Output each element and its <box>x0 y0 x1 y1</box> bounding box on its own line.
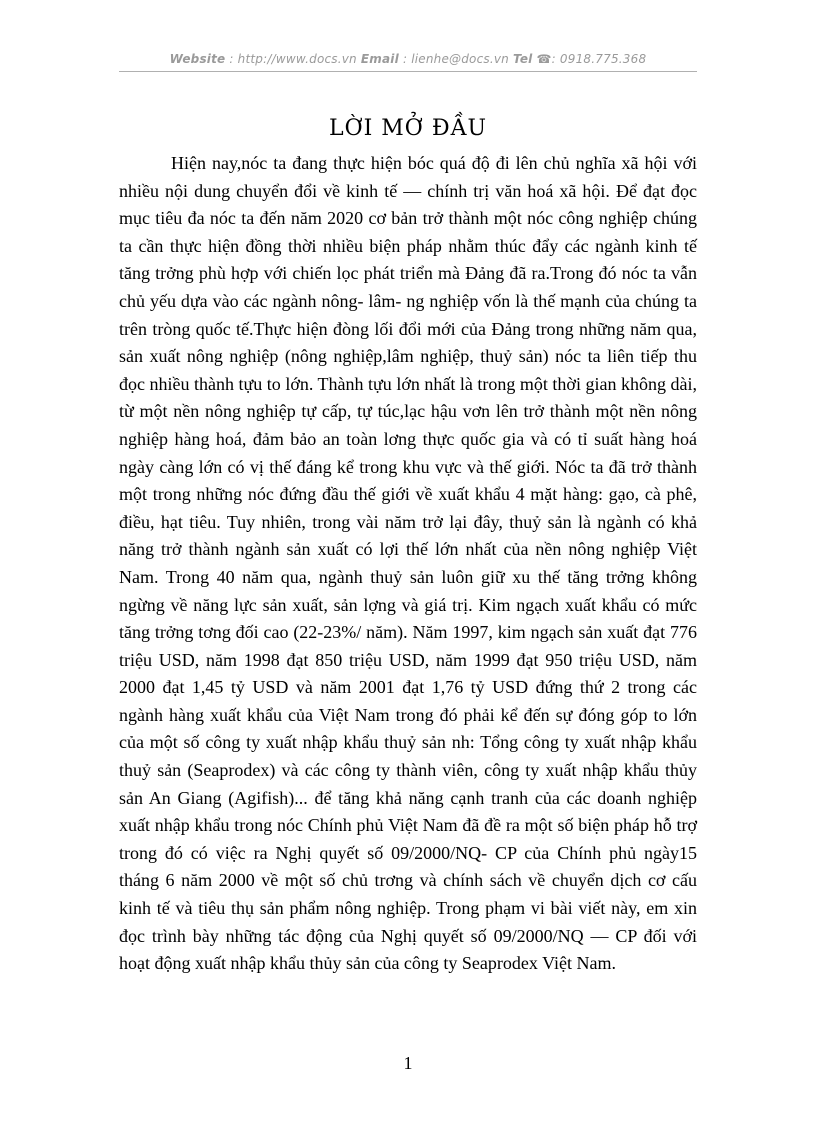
body-paragraph: Hiện nay,nóc ta đang thực hiện bóc quá độ đi lên chủ nghĩa xã hội với nhiều nội dung chuyển đổi về kinh tế — chính trị văn hoá xã hội. Để đạt đọc mục tiêu đa nóc ta đến năm 2020 cơ bản trở thành một nóc công nghiệp chúng ta cần thực hiện đồng thời nhiều biện pháp nhằm thúc đẩy các ngành kinh tế tăng trởng phù hợp với chiến lọc phát triển mà Đảng đã ra.Trong đó nóc ta vẫn chủ yếu dựa vào các ngành nông- lâm- ng nghiệp vốn là thế mạnh của chúng ta trên tròng quốc tế.Thực hiện đòng lối đổi mới của Đảng trong những năm qua, sản xuất nông nghiệp (nông nghiệp,lâm nghiệp, thuỷ sản) nóc ta liên tiếp thu đọc nhiều thành tựu to lớn. Thành tựu lớn nhất là trong một thời gian không dài, từ một nền nông nghiệp tự cấp, tự túc,lạc hậu vơn lên trở thành một nền nông nghiệp hàng hoá, đảm bảo an toàn lơng thực quốc gia và có tỉ suất hàng hoá ngày càng lớn có vị thế đáng kể trong khu vực và thế giới. Nóc ta đã trở thành một trong những nóc đứng đầu thế giới về xuất khẩu 4 mặt hàng: gạo, cà phê, điều, hạt tiêu. Tuy nhiên, trong vài năm trở lại đây, thuỷ sản là ngành có khả năng trở thành ngành sản xuất có lợi thế lớn nhất của nền nông nghiệp Việt Nam. Trong 40 năm qua, ngành thuỷ sản luôn giữ xu thế tăng trởng không ngừng về năng lực sản xuất, sản lợng và giá trị. Kim ngạch xuất khẩu có mức tăng trởng tơng đối cao (22-23%/ năm). Năm 1997, kim ngạch sản xuất đạt 776 triệu USD, năm 1998 đạt 850 triệu USD, năm 1999 đạt 950 triệu USD, năm 2000 đạt 1,45 tỷ USD và năm 2001 đạt 1,76 tỷ USD đứng thứ 2 trong các ngành hàng xuất khẩu của Việt Nam trong đó phải kể đến sự đóng góp to lớn của một số công ty xuất nhập khẩu thuỷ sản nh: Tổng công ty xuất nhập khẩu thuỷ sản (Seaprodex) và các công ty thành viên, công ty xuất nhập khẩu thủy sản An Giang (Agifish)... để tăng khả năng cạnh tranh của các doanh nghiệp xuất nhập khẩu trong nóc Chính phủ Việt Nam đã đề ra một số biện pháp hỗ trợ trong đó có việc ra Nghị quyết số 09/2000/NQ- CP của Chính phủ ngày15 tháng 6 năm 2000 về một số chủ trơng và chính sách về chuyển dịch cơ cấu kinh tế và tiêu thụ sản phẩm nông nghiệp. Trong phạm vi bài viết này, em xin đọc trình bày những tác động của Nghị quyết số 09/2000/NQ — CP đối với hoạt động xuất nhập khẩu thủy sản của công ty Seaprodex Việt Nam. <box>119 153 697 974</box>
page-number: 1 <box>403 1053 413 1073</box>
page-title: LỜI MỞ ĐẦU <box>328 116 488 141</box>
phone-icon: ☎ <box>536 52 552 66</box>
header-divider <box>119 71 697 72</box>
email-value[interactable]: : lienhe@docs.vn <box>402 52 509 66</box>
website-label: Website <box>169 52 226 66</box>
page-header <box>0 52 816 66</box>
email-label: Email <box>360 52 399 66</box>
website-value[interactable]: : http://www.docs.vn <box>229 52 357 66</box>
tel-label: Tel <box>513 52 533 66</box>
tel-value: : 0918.775.368 <box>551 52 647 66</box>
